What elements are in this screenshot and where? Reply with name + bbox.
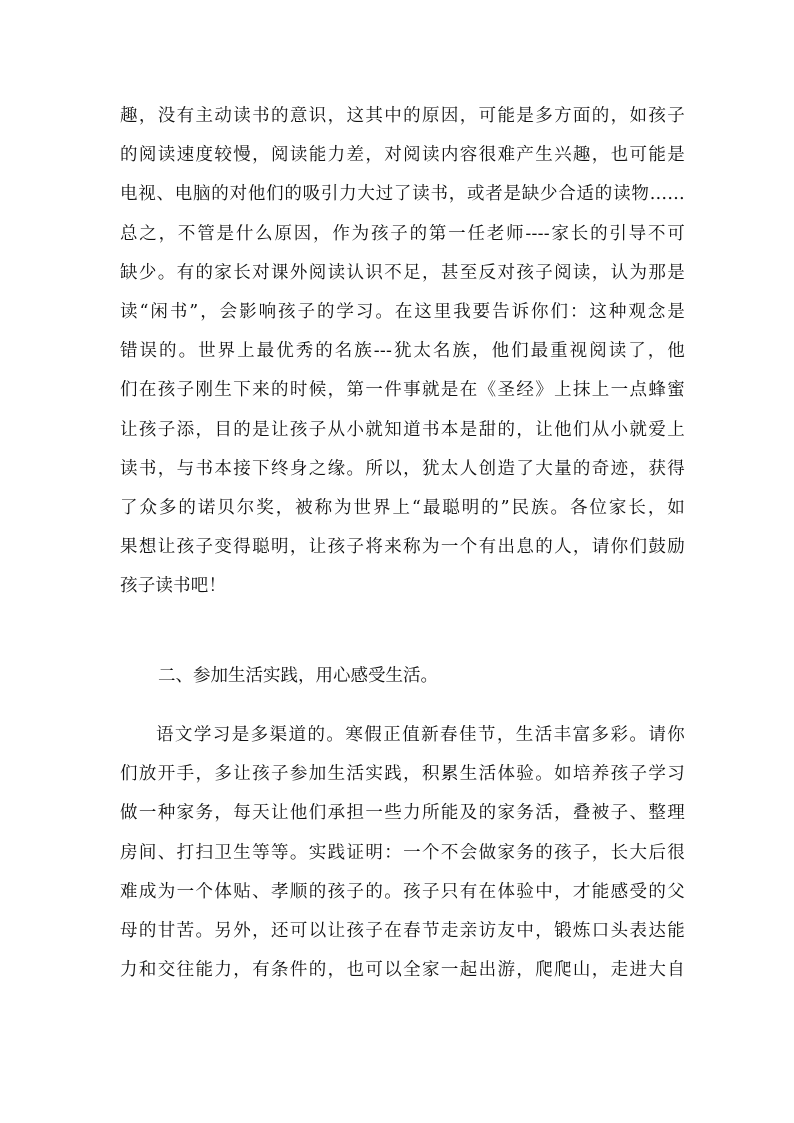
text-line: 们放开手，多让孩子参加生活实践，积累生活体验。如培养孩子学习: [120, 764, 685, 785]
text-line: 总之，不管是什么原因，作为孩子的第一任老师----家长的引导不可: [120, 223, 685, 244]
text-line: 让孩子添，目的是让孩子从小就知道书本是甜的，让他们从小就爱上: [120, 419, 685, 440]
text-line: 语文学习是多渠道的。寒假正值新春佳节，生活丰富多彩。请你: [156, 725, 685, 745]
text-line: 房间、打扫卫生等等。实践证明：一个不会做家务的孩子，长大后很: [120, 842, 685, 863]
text-line: 做一种家务，每天让他们承担一些力所能及的家务活，叠被子、整理: [120, 803, 685, 824]
text-line: 电视、电脑的对他们的吸引力大过了读书，或者是缺少合适的读物……: [120, 184, 685, 205]
section-heading: 二、参加生活实践，用心感受生活。: [158, 666, 438, 686]
paragraph-reading: [120, 97, 685, 606]
text-line: 果想让孩子变得聪明，让孩子将来称为一个有出息的人，请你们鼓励: [120, 537, 685, 558]
text-line: 了众多的诺贝尔奖，被称为世界上“最聪明的”民族。各位家长，如: [120, 497, 685, 518]
text-line: 们在孩子刚生下来的时候，第一件事就是在《圣经》上抹上一点蜂蜜: [120, 380, 685, 401]
text-line: 读“闲书”，会影响孩子的学习。在这里我要告诉你们：这种观念是: [120, 301, 685, 322]
text-line: 力和交往能力，有条件的，也可以全家一起出游，爬爬山，走进大自: [120, 960, 685, 981]
text-line: 趣，没有主动读书的意识，这其中的原因，可能是多方面的，如孩子: [120, 106, 685, 126]
text-line: 的阅读速度较慢，阅读能力差，对阅读内容很难产生兴趣，也可能是: [120, 145, 685, 166]
text-line: 难成为一个体贴、孝顺的孩子的。孩子只有在体验中，才能感受的父: [120, 881, 685, 902]
text-line: 错误的。世界上最优秀的名族---犹太名族，他们最重视阅读了，他: [120, 341, 685, 362]
text-line: 读书，与书本接下终身之缘。所以，犹太人创造了大量的奇迹，获得: [120, 458, 685, 479]
text-line: 孩子读书吧！: [120, 576, 227, 597]
paragraph-practice: [120, 716, 685, 990]
text-line: 缺少。有的家长对课外阅读认识不足，甚至反对孩子阅读，认为那是: [120, 262, 685, 283]
text-line: 母的甘苦。另外，还可以让孩子在春节走亲访友中，锻炼口头表达能: [120, 920, 685, 941]
